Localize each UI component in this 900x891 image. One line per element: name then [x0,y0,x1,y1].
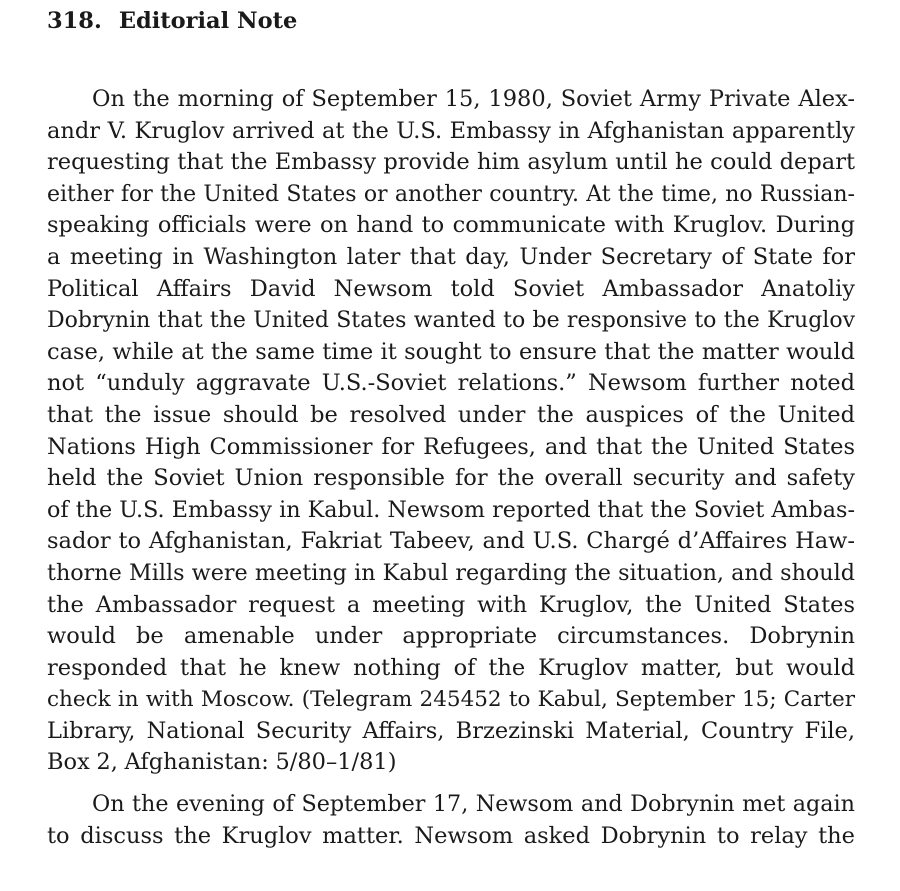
text-line: thorne Mills were meeting in Kabul regarding the situation, and should [47,559,855,586]
text-line: held the Soviet Union responsible for the overall security and safety [47,465,855,492]
text-line: Library, National Security Affairs, Brzezinski Material, Country File, [47,717,855,744]
text-line: check in with Moscow. (Telegram 245452 to Kabul, September 15; Carter [47,687,855,713]
text-line: On the morning of September 15, 1980, Soviet Army Private Alex- [92,86,855,112]
section-title: Editorial Note [118,8,298,34]
paragraph-1 [47,84,855,779]
text-line: either for the United States or another country. At the time, no Russian- [47,181,855,207]
text-line: a meeting in Washington later that day, Under Secretary of State for [47,243,855,270]
text-line: of the U.S. Embassy in Kabul. Newsom reported that the Soviet Ambas- [47,496,855,523]
text-line: not “unduly aggravate U.S.-Soviet relations.” Newsom further noted [47,370,855,397]
text-line: Nations High Commissioner for Refugees, and that the United States [47,433,855,460]
text-line: Box 2, Afghanistan: 5/80–1/81) [47,749,397,776]
section-number: 318. [47,8,102,34]
text-line: the Ambassador request a meeting with Kruglov, the United States [47,591,855,618]
text-line: case, while at the same time it sought to ensure that the matter would [47,338,855,365]
text-line: andr V. Kruglov arrived at the U.S. Embassy in Afghanistan apparently [47,117,855,144]
text-line: responded that he knew nothing of the Kruglov matter, but would [47,654,855,681]
text-line: Political Affairs David Newsom told Soviet Ambassador Anatoliy [47,275,855,302]
text-line: requesting that the Embassy provide him asylum until he could depart [47,149,855,176]
text-line: sador to Afghanistan, Fakriat Tabeev, and U.S. Chargé d’Affaires Haw- [47,528,855,555]
text-line: that the issue should be resolved under the auspices of the United [47,401,855,428]
section-heading [47,6,297,36]
paragraph-2 [47,789,855,852]
text-line: Dobrynin that the United States wanted to be responsive to the Kruglov [47,308,855,334]
text-line: to discuss the Kruglov matter. Newsom asked Dobrynin to relay the [47,822,855,849]
text-line: On the evening of September 17, Newsom and Dobrynin met again [92,791,855,817]
text-line: speaking officials were on hand to communicate with Kruglov. During [47,212,855,239]
text-line: would be amenable under appropriate circumstances. Dobrynin [47,623,855,650]
